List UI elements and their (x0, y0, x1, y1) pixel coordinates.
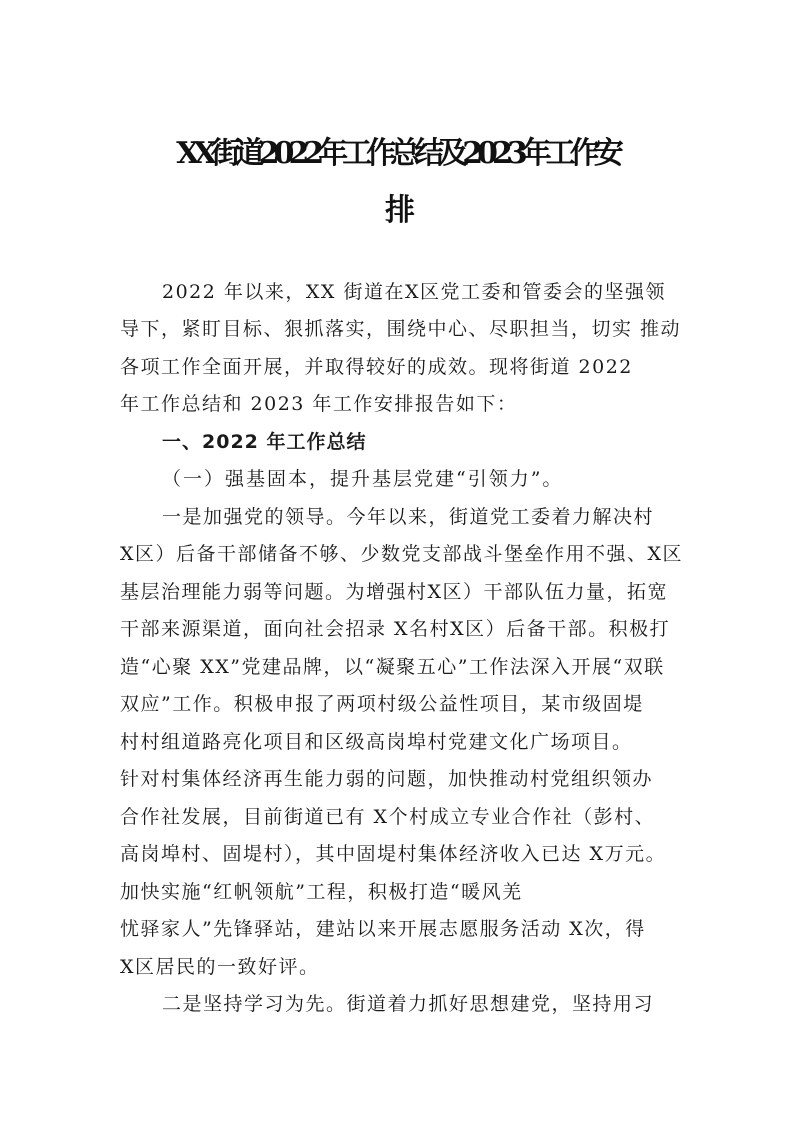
section-heading: 一、2022 年工作总结 (162, 431, 367, 453)
document-title-line-1: XX街道2022年工作总结及2023年工作安 (176, 136, 618, 171)
paragraph-line: 合作社发展，目前街道已有 X个村成立专业合作社（彭村、 (120, 806, 656, 828)
document-title-line-2: 排 (385, 193, 409, 228)
paragraph-line: 造“心聚 XX”党建品牌，以“凝聚五心”工作法深入开展“双联 (120, 656, 665, 678)
paragraph-line: 基层治理能力弱等问题。为增强村X区）干部队伍力量，拓宽 (120, 581, 669, 603)
paragraph-line: 干部来源渠道，面向社会招录 X名村X区）后备干部。积极打 (120, 618, 671, 640)
paragraph-line: X区居民的一致好评。 (120, 956, 320, 978)
paragraph-line: 忧驿家人”先锋驿站，建站以来开展志愿服务活动 X次，得 (120, 918, 646, 940)
paragraph-line: 高岗埠村、固堤村），其中固堤村集体经济收入已达 X万元。 (120, 843, 667, 865)
paragraph-line: 双应”工作。积极申报了两项村级公益性项目，某市级固堤 (120, 693, 644, 715)
paragraph-line: 一是加强党的领导。今年以来，街道党工委着力解决村 (162, 506, 655, 528)
paragraph-line: 导下，紧盯目标、狠抓落实，围绕中心、尽职担当，切实 推动 (120, 318, 682, 340)
paragraph-line: 2022 年以来，XX 街道在X区党工委和管委会的坚强领 (162, 281, 667, 303)
paragraph-line: 村村组道路亮化项目和区级高岗埠村党建文化广场项目。 (120, 731, 633, 753)
paragraph-line: 各项工作全面开展，并取得较好的成效。现将街道 2022 (120, 356, 633, 378)
paragraph-line: 二是坚持学习为先。街道着力抓好思想建党，坚持用习 (162, 993, 655, 1015)
subsection-heading: （一）强基固本，提升基层党建“引领力”。 (162, 468, 564, 490)
paragraph-line: 加快实施“红帆领航”工程，积极打造“暖风羌 (120, 881, 523, 903)
paragraph-line: X区）后备干部储备不够、少数党支部战斗堡垒作用不强、X区 (120, 543, 684, 565)
paragraph-line: 针对村集体经济再生能力弱的问题，加快推动村党组织领办 (120, 768, 654, 790)
paragraph-line: 年工作总结和 2023 年工作安排报告如下： (120, 393, 518, 415)
